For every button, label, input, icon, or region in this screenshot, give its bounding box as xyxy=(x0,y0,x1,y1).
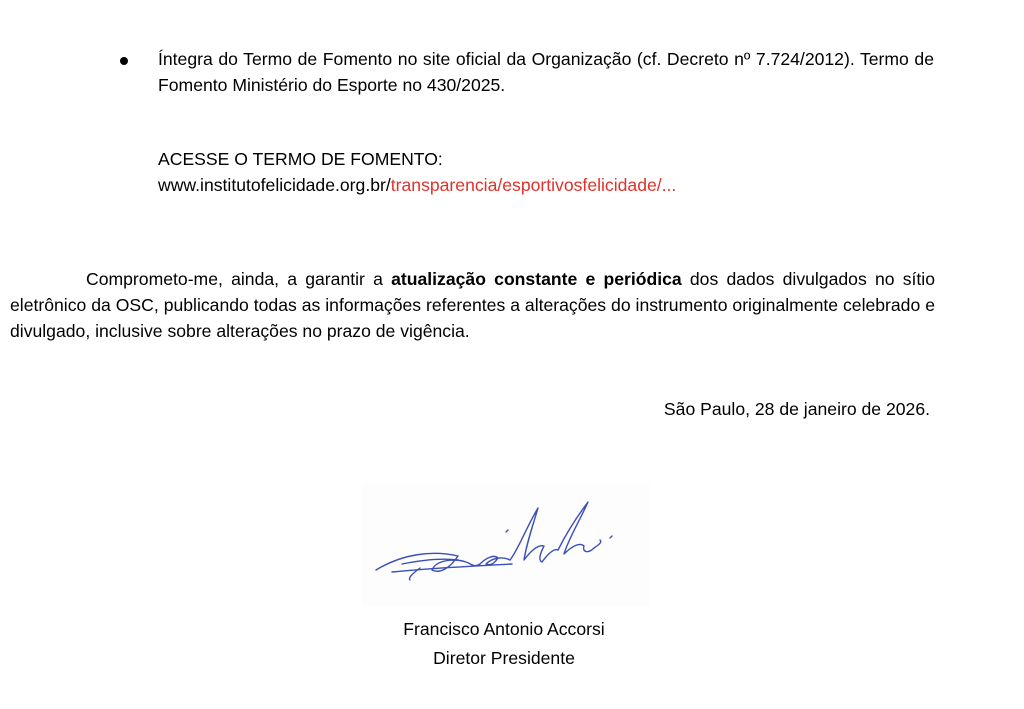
access-url-prefix[interactable]: www.institutofelicidade.org.br/ xyxy=(158,175,391,195)
paragraph-bold: atualização constante e periódica xyxy=(391,269,682,289)
signature-image xyxy=(362,484,650,606)
commitment-paragraph xyxy=(10,266,935,344)
paragraph-part2: dos dados divulgados no sítio eletrônico da OSC, publicando todas as informações referentes a alterações do instrumento originalmente celebrado e divulgado, inclusive sobre alterações no prazo de vigência. xyxy=(10,269,935,341)
signer-name: Francisco Antonio Accorsi xyxy=(403,619,605,639)
access-url[interactable] xyxy=(158,172,938,198)
access-url-suffix[interactable]: transparencia/esportivosfelicidade/... xyxy=(390,175,677,195)
paragraph-part1: Comprometo-me, ainda, a garantir a xyxy=(86,269,392,289)
bullet-text: Íntegra do Termo de Fomento no site oficial da Organização (cf. Decreto nº 7.724/2012). Termo de Fomento Ministério do Esporte no 430/2025. xyxy=(158,49,934,95)
signature-drawing xyxy=(362,484,650,606)
access-heading: ACESSE O TERMO DE FOMENTO: xyxy=(158,149,443,169)
bullet-dot-icon xyxy=(120,57,128,65)
signer-role: Diretor Presidente xyxy=(433,648,575,668)
date-line: São Paulo, 28 de janeiro de 2026. xyxy=(663,399,930,419)
access-block xyxy=(158,146,938,198)
